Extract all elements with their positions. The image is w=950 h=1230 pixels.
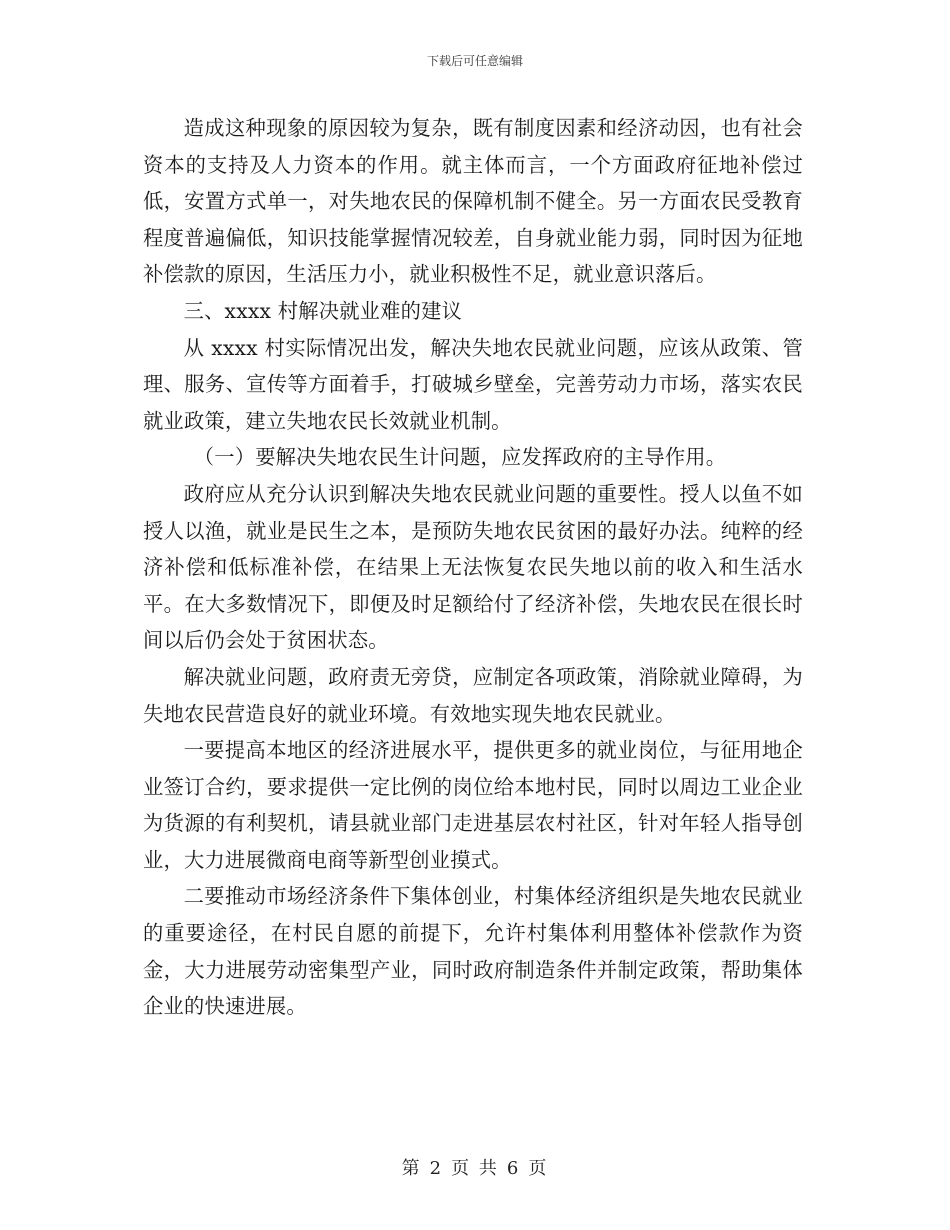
footer-suffix: 页 <box>528 1158 549 1179</box>
subheading-1: （一）要解决失地农民生计问题，应发挥政府的主导作用。 <box>193 445 727 470</box>
document-body <box>143 110 803 1025</box>
paragraph-government-role: 政府应从充分认识到解决失地农民就业问题的重要性。授人以鱼不如授人以渔，就业是民生之本，是预防失地农民贫困的最好办法。纯粹的经济补偿和低标准补偿，在结果上无法恢复农民失地以前的收入和生活水平。在大多数情况下，即便及时足额给付了经济补偿，失地农民在很长时间以后仍会处于贫困状态。 <box>143 481 803 653</box>
footer-prefix: 第 <box>401 1158 422 1179</box>
section-heading-3: 三、xxxx 村解决就业难的建议 <box>183 298 463 323</box>
paragraph-point-2: 二要推动市场经济条件下集体创业，村集体经济组织是失地农民就业的重要途径，在村民自愿的前提下，允许村集体利用整体补偿款作为资金，大力进展劳动密集型产业，同时政府制造条件并制定政策，帮助集体企业的快速进展。 <box>143 884 803 1019</box>
page-footer <box>0 1154 950 1180</box>
page-header: 下载后可任意编辑 <box>426 54 523 68</box>
paragraph-causes: 造成这种现象的原因较为复杂，既有制度因素和经济动因，也有社会资本的支持及人力资本的作用。就主体而言，一个方面政府征地补偿过低，安置方式单一，对失地农民的保障机制不健全。另一方面农民受教育程度普遍偏低，知识技能掌握情况较差，自身就业能力弱，同时因为征地补偿款的原因，生活压力小，就业积极性不足，就业意识落后。 <box>143 116 803 287</box>
paragraph-point-1: 一要提高本地区的经济进展水平，提供更多的就业岗位，与征用地企业签订合约，要求提供一定比例的岗位给本地村民，同时以周边工业企业为货源的有利契机，请县就业部门走进基层农村社区，针对年轻人指导创业，大力进展微商电商等新型创业摸式。 <box>143 738 803 872</box>
total-page-number: 6 <box>506 1158 521 1179</box>
footer-middle: 页 共 <box>451 1158 499 1179</box>
paragraph-approach: 从 xxxx 村实际情况出发，解决失地农民就业问题，应该从政策、管理、服务、宣传等方面着手，打破城乡壁垒，完善劳动力市场，落实农民就业政策，建立失地农民长效就业机制。 <box>143 335 803 433</box>
current-page-number: 2 <box>429 1158 444 1179</box>
paragraph-policies: 解决就业问题，政府责无旁贷，应制定各项政策，消除就业障碍，为失地农民营造良好的就业环境。有效地实现失地农民就业。 <box>143 664 803 726</box>
